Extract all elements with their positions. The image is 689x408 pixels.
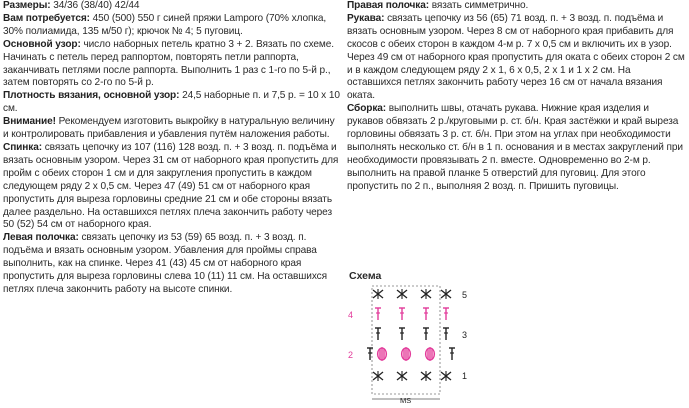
row-3 — [375, 328, 449, 340]
row-5 — [373, 289, 451, 299]
pattern-paragraph — [3, 39, 340, 91]
sizes-paragraph — [3, 0, 340, 13]
gauge-paragraph — [3, 90, 340, 116]
row-label-3: 3 — [462, 330, 468, 340]
assembly-text: выполнить швы, отачать рукава. Нижние края изделия и рукавов обвязать 2 р./круговыми р. ст. б/н. Края застёжки и край выреза горловины обвязать 3 р. ст. б/н. При этом на углах при необходимости выполнять несколько ст. б/н в 1 п. основания и в местах закруглений при необходимости провязывать 2 п. вместе. Одновременно во 2-м р. выполнить на правой планке 5 отверстий для пуговиц. Для этого пропустить по 2 п., выполняя 2 возд. п. Пришить пуговицы. — [347, 103, 683, 192]
right-front-text: вязать симметрично. — [429, 0, 529, 11]
sizes-text: 34/36 (38/40) 42/44 — [50, 0, 140, 11]
left-front-paragraph — [3, 232, 340, 297]
assembly-paragraph — [347, 103, 686, 193]
sizes-label: Размеры: — [3, 0, 51, 11]
materials-text: 450 (500) 550 г синей пряжи Lamporo (70% хлопка, 30% полиамида, 135 м/50 г); крючок № 4; 5 пуговиц. — [3, 12, 327, 37]
row-2 — [367, 347, 455, 361]
left-column — [3, 0, 340, 297]
attention-text: Рекомендуем изготовить выкройку в натуральную величину и контролировать прибавления и убавления путём наложения работы. — [3, 116, 335, 141]
attention-paragraph — [3, 116, 340, 142]
row-label-1: 1 — [462, 371, 468, 381]
left-front-label: Левая полочка: — [3, 232, 79, 244]
schema-title: Схема — [349, 270, 382, 282]
right-front-paragraph — [347, 0, 686, 13]
right-column — [347, 0, 686, 194]
row-4 — [375, 308, 449, 320]
repeat-frame — [372, 286, 440, 394]
right-front-label: Правая полочка: — [347, 0, 430, 11]
pattern-text: число наборных петель кратно 3 + 2. Вязать по схеме. Начинать с петель перед раппортом, повторять петли раппорта, заканчивать петлями после раппорта. Выполнить 1 раз с 1-го по 5-й р., затем повторять со 2-го по 5-й р. — [3, 38, 334, 89]
back-text: связать цепочку из 107 (116) 128 возд. п. + 3 возд. п. подъёма и вязать основным узором. Через 31 см от наборного края пропустить для пройм с обеих сторон 1 см и для закругления пропустить в каждом следующем ряду 2 х 0,5 см. Через 47 (49) 51 см от наборного края пропустить для выреза горловины средние 21 см и обе стороны вязать далее раздельно. На оставшихся петлях плеча закончить работу через 50 (52) 54 см от наборного края. — [3, 141, 339, 231]
left-front-text: связать цепочку из 53 (59) 65 возд. п. + 3 возд. п. подъёма и вязать основным узором. Убавления для проймы справа выполнить, как на спинке. Через 41 (43) 45 см от наборного края пропустить для выреза горловины слева 10 (11) 11 см. На оставшихся петлях плеча закончить работу на высоте спинки. — [3, 232, 327, 295]
materials-paragraph — [3, 13, 340, 39]
gauge-label: Плотность вязания, основной узор: — [3, 90, 180, 102]
row-1 — [373, 371, 451, 381]
materials-label: Вам потребуется: — [3, 12, 90, 24]
row-label-5: 5 — [462, 290, 468, 300]
assembly-label: Сборка: — [347, 103, 387, 115]
sleeves-text: связать цепочку из 56 (65) 71 возд. п. + 3 возд. п. подъёма и вязать основным узором. Через 8 см от наборного края прибавить для скосов с обеих сторон в каждом 4-м р. 7 х 0,5 см и включить их в узор. Через 49 см от наборного края пропустить для оката с обеих сторон 2 см и в каждом следующем ряду 2 х 1, 6 х 0,5, 2 х 1 и 1 х 2 см. На оставшихся петлях закончить работу через 16 см от начала вязания оката. — [347, 12, 685, 102]
row-label-4: 4 — [348, 310, 354, 320]
repeat-label: MS — [400, 396, 412, 405]
back-label: Спинка: — [3, 141, 43, 153]
attention-label: Внимание! — [3, 116, 56, 128]
sleeves-label: Рукава: — [347, 12, 385, 24]
gauge-text: 24,5 наборные п. и 7,5 р. = 10 х 10 см. — [3, 90, 340, 115]
pattern-label: Основной узор: — [3, 38, 81, 50]
sleeves-paragraph — [347, 13, 686, 103]
back-paragraph — [3, 142, 340, 232]
crochet-chart — [342, 282, 472, 408]
row-label-2: 2 — [348, 350, 354, 360]
